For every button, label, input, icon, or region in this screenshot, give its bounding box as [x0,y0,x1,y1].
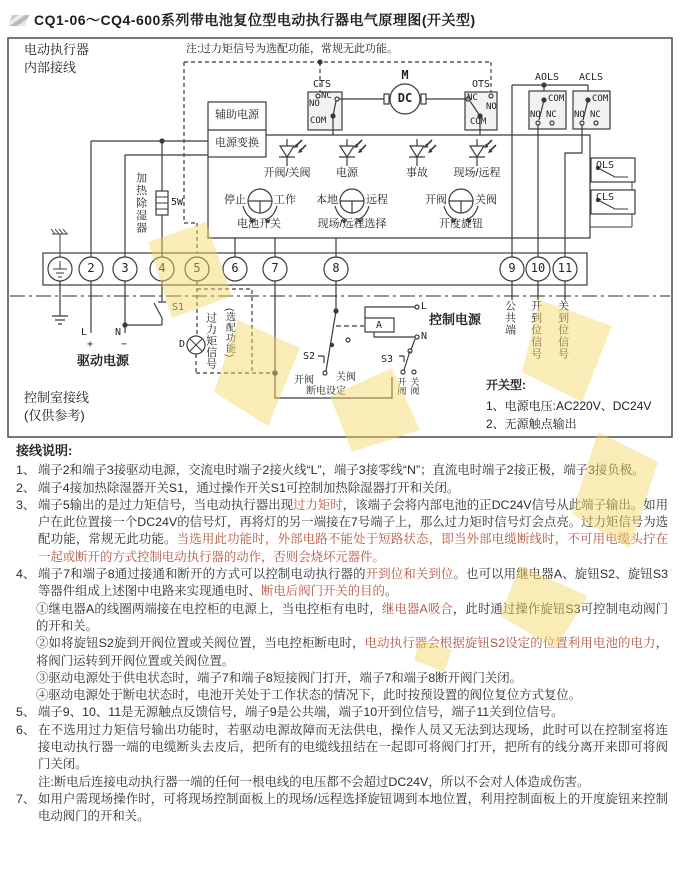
terminal-4: 4 [158,261,166,275]
instruction-item [16,566,668,601]
instruction-marker: 7、 [16,791,36,806]
instruction-text: ，该端子会将内部电池的正DC24V信号从此端子输出。如用户在此位置接一个DC24V的信号灯，再将灯的另一端接在7号端子上，那么过力矩时信号灯会点亮。过力矩信号为选配功能，常规无此功能。 [38,497,668,547]
label-cls: CLS [596,192,615,203]
label-close-position-signal: 关到位信号 [556,300,569,360]
instruction-text: 端子7和端子8通过接通和断开的方式可以控制电动执行器的 [38,567,366,582]
label-ots: OTS [471,79,491,90]
label-aols-com: COM [548,94,565,104]
terminal-10: 10 [530,261,546,275]
instruction-item [16,670,668,687]
instruction-text: ②如将旋钮S2旋到开阀位置或关阀位置，当电控柜断电时， [36,636,365,651]
instruction-text: 如用户需现场操作时，可将现场控制面板上的现场/远程选择旋钮调到本地位置，利用控制面板上的开度旋钮来控制电动阀门的开和关。 [38,791,668,824]
instruction-item [16,687,668,704]
label-s2: S2 [303,351,316,362]
terminal-11: 11 [557,261,573,275]
instruction-text-red: 过力矩时 [293,497,343,512]
label-local-remote-select: 现场/远程选择 [317,218,387,230]
instruction-item [16,704,668,721]
label-s2-open: 开阀 [294,375,314,386]
instruction-text: 端子4接加热除湿器开关S1，通过操作开关S1可控制加热除湿器打开和关闭。 [38,480,460,495]
instruction-text-red: 开到位和关到位 [365,567,454,582]
terminal-2: 2 [87,261,95,275]
label-s3-close: 关阀 [409,377,420,395]
instruction-text: ④驱动电源处于断电状态时，电池开关处于工作状态的情况下，此时按预设置的阀位复位方式复位。 [36,688,582,703]
instruction-text-red: 继电器A吸合 [381,601,453,616]
label-torque-signal: 过力矩信号 [204,312,217,370]
instruction-marker: 2、 [16,480,36,495]
terminal-7: 7 [271,261,279,275]
label-switch-type-title: 开关型: [486,378,526,392]
instruction-text: 。 [384,584,398,599]
label-open-position-signal: 开到位信号 [529,300,542,360]
label-s1: S1 [172,302,185,313]
label-heater-watt: 5W [171,197,184,208]
label-ols: OLS [596,160,615,171]
label-line-n: N [115,327,122,338]
instruction-text: 端子5输出的是过力矩信号，当电动执行器出现 [38,497,294,512]
instruction-marker: 1、 [16,463,36,478]
label-knob1-work: 工作 [274,194,296,206]
label-acls-no: NO [574,110,585,120]
instruction-item [16,722,668,774]
label-minus: − [121,339,128,350]
label-ots-nc: NC [467,93,478,103]
label-aols: AOLS [534,72,560,83]
label-drive-power: 驱动电源 [77,353,130,368]
label-knob1-stop: 停止 [224,194,246,206]
label-control-room: 控制室接线 [24,390,90,405]
label-optional-function: (选配功能) [223,308,235,358]
label-control-power: 控制电源 [429,312,482,327]
instruction-text: 端子2和端子3接驱动电源，交流电时端子2接火线“L”，端子3接零线“N”；直流电时端子2接正极，端子3接负极。 [38,463,645,478]
label-knob2-local: 本地 [316,194,338,206]
terminal-9: 9 [508,261,516,275]
label-motor-m: M [401,68,409,82]
label-knob3-open: 开阀 [425,194,447,206]
label-acls-com: COM [592,94,609,104]
instruction-text-red: 断电后阀门开关的目的 [261,584,385,599]
label-line-l: L [81,327,88,338]
instruction-marker: 6、 [16,722,36,737]
terminal-8: 8 [332,261,340,275]
instruction-marker: 5、 [16,705,36,720]
label-s3-open: 开阀 [396,377,407,395]
label-lamp-d: D [179,339,186,350]
label-opening-knob: 开度旋钮 [439,218,483,230]
label-heater: 加热除湿器 [134,172,147,235]
label-cts-no: NO [309,99,320,109]
label-aols-nc: NC [546,110,557,120]
label-reference-only: (仅供参考) [24,408,85,423]
label-cts-com: COM [310,116,327,126]
instruction-text: 。也可以用继电器A、旋钮S2、旋钮S3等器件组成上述图中电路来实现通电时、 [38,567,668,599]
label-knob3-close: 关阀 [475,194,497,206]
label-knob2-remote: 远程 [366,194,388,206]
wiring-instructions [16,442,668,826]
terminal-3: 3 [121,261,129,275]
page-title: CQ1-06～CQ4-600系列带电池复位型电动执行器电气原理图(开关型) [34,12,476,28]
instruction-text: ，将阀门运转到开阀位置或关阀位置。 [36,636,669,668]
label-relay-a: A [375,320,383,331]
label-ctrl-l: L [421,301,428,312]
label-acls-nc: NC [590,110,601,120]
instruction-marker: 4、 [16,567,36,582]
label-switch-type-2: 2、无源触点输出 [486,417,577,431]
instruction-item [16,601,668,636]
label-ctrl-n: N [421,331,428,342]
label-torque-note: 注:过力矩信号为选配功能，常规无此功能。 [186,43,399,55]
instruction-text: 注:断电后连接电动执行器一端的任何一根电线的电压都不会超过DC24V，所以不会对人体造成伤害。 [38,774,590,789]
instruction-text-red: 电动执行器会根据旋钮S2设定的位置利用电池的电力 [364,636,656,651]
label-s3: S3 [381,354,394,365]
instruction-item [16,480,668,497]
instruction-text: ，此时通过操作旋钮S3可控制电动阀门的开和关。 [36,601,669,633]
label-internal-wiring-1: 电动执行器 [24,42,90,57]
label-led-power: 电源 [336,167,358,179]
instruction-text-red: 当选用此功能时，外部电路不能处于短路状态，即当外部电缆断线时，不可用电缆头拧在一起或断开的方式控制电动执行器的动作，否则会烧坏元器件。 [38,532,669,564]
instruction-item [16,497,668,566]
label-s2-close: 关阀 [336,372,356,383]
terminal-6: 6 [231,261,239,275]
instruction-text: ①继电器A的线圈两端接在电控柜的电源上，当电控柜有电时， [36,601,382,616]
instruction-text: ③驱动电源处于供电状态时，端子7和端子8短接阀门打开，端子7和端子8断开阀门关闭。 [36,670,523,685]
label-s2-caption: 断电设定 [306,386,346,397]
label-cts: CTS [312,79,332,90]
instructions-title: 接线说明: [16,443,73,458]
label-common-terminal: 公共端 [503,300,516,336]
instruction-text: 在不选用过力矩信号输出功能时，若驱动电源故障而无法供电，操作人员又无法到达现场，此时可以在控制室将连接电动执行器一端的电缆断头去皮后，把所有的电缆线扭结在一起即可将阀门打开，把所有的线分离开来即可将阀门关闭。 [38,722,668,772]
label-motor-dc: DC [397,91,413,105]
instructions-list [16,462,668,825]
label-plus: + [87,339,94,350]
instruction-item [16,462,668,479]
label-ots-com: COM [470,117,487,127]
label-acls: ACLS [578,72,604,83]
label-battery-switch: 电池开关 [237,218,281,230]
label-internal-wiring-2: 内部接线 [24,60,77,75]
label-power-convert: 电源变换 [215,137,259,149]
label-aux-power: 辅助电源 [215,109,259,121]
label-led-open-close: 开阀/关阀 [263,167,311,179]
terminal-5: 5 [193,261,201,275]
instruction-item [16,774,668,791]
label-led-fault: 事故 [406,167,428,179]
label-aols-no: NO [530,110,541,120]
label-cts-nc: NC [321,91,332,101]
instruction-marker: 3、 [16,497,36,512]
label-ots-no: NO [486,102,497,112]
label-led-local-remote: 现场/远程 [453,167,501,179]
instruction-item [16,635,668,670]
instruction-text: 端子9、10、11是无源触点反馈信号，端子9是公共端，端子10开到位信号，端子11关到位信号。 [38,705,564,720]
instruction-item [16,791,668,826]
label-switch-type-1: 1、电源电压:AC220V、DC24V [486,399,652,413]
